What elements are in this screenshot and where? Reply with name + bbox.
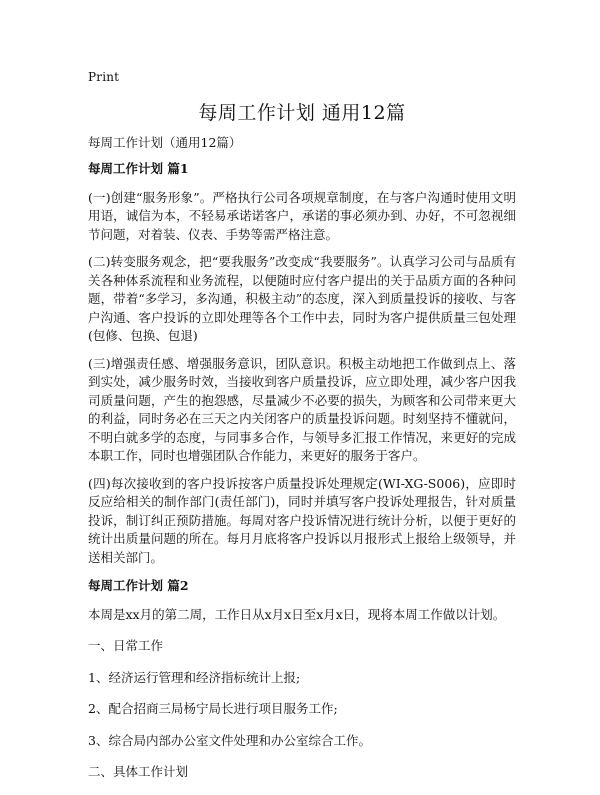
document-title: 每周工作计划 通用12篇 xyxy=(198,102,406,124)
text-line: 本周是xx月的第二周，工作日从x月x日至x月x日，现将本周工作做以计划。 xyxy=(88,606,506,622)
document-subtitle: 每周工作计划（通用12篇） xyxy=(88,135,242,150)
paragraph: (四)每次接收到的客户投诉按客户质量投诉处理规定(WI-XG-S006)，应即时反应给相关的制作部门(责任部门)，同时并填写客户投诉处理报告，针对质量投诉，制订纠正预防措施。每周对客户投诉情况进行统计分析，以便于更好的统计出质量问题的所在。每月月底将客户投诉以月报形式上报给上级领导，并送相关部门。 xyxy=(88,475,516,565)
section-heading-1: 每周工作计划 篇1 xyxy=(88,161,189,176)
print-label[interactable]: Print xyxy=(88,70,120,84)
paragraph: (二)转变服务观念，把“要我服务”改变成“我要服务”。认真学习公司与品质有关各种体系流程和业务流程，以便随时应付客户提出的关于品质方面的各种问题，带着“多学习，多沟通，积极主动”的态度，深入到质量投诉的接收、与客户沟通、客户投诉的立即处理等各个工作中去，同时为客户提供质量三包处理(包修、包换、包退) xyxy=(88,254,516,343)
text-line: 一、日常工作 xyxy=(88,638,164,653)
text-line: 二、具体工作计划 xyxy=(88,764,189,779)
section-heading-2: 每周工作计划 篇2 xyxy=(88,578,189,593)
document-body xyxy=(88,160,516,795)
paragraph: (一)创建“服务形象”。严格执行公司各项规章制度，在与客户沟通时使用文明用语，诚信为本，不轻易承诺诺客户，承诺的事必须办到、办好，不可忽视细节问题，对着装、仪表、手势等需严格注意。 xyxy=(88,189,516,242)
paragraph: (三)增强责任感、增强服务意识，团队意识。积极主动地把工作做到点上、落到实处，减少服务时效，当接收到客户质量投诉，应立即处理，减少客户因我司质量问题，产生的抱怨感，尽量减少不必要的损失，为顾客和公司带来更大的利益，同时务必在三天之内关闭客户的质量投诉问题。时刻坚持不懂就问，不明白就多学的态度，与同事多合作，与领导多汇报工作情况，来更好的完成本职工作，同时也增强团队合作能力，来更好的服务于客户。 xyxy=(88,355,516,463)
text-line: 3、综合局内部办公室文件处理和办公室综合工作。 xyxy=(88,732,371,748)
text-line: 2、配合招商三局杨宁局长进行项目服务工作; xyxy=(88,701,338,716)
text-line: 1、经济运行管理和经济指标统计上报; xyxy=(88,669,301,685)
